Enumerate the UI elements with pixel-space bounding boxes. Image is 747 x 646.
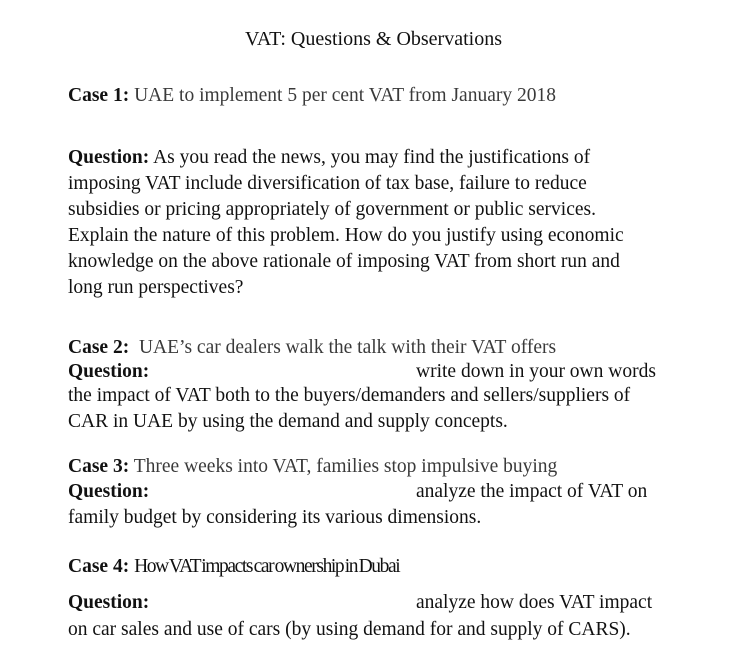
case-2-heading [68, 335, 556, 361]
case-4-label: Case 4: [68, 556, 130, 577]
case-3-headline: Three weeks into VAT, families stop impulsive buying [133, 456, 558, 477]
case-2-headline: UAE’s car dealers walk the talk with their VAT offers [138, 337, 557, 358]
case-3-question [68, 505, 708, 531]
case-3-heading [68, 454, 557, 480]
case-2-question-first: write down in your own words [416, 361, 656, 382]
case-3-label: Case 3: [68, 456, 130, 477]
case-4-heading [68, 554, 399, 580]
case-2-question-line-2: CAR in UAE by using the demand and supply concepts. [68, 411, 508, 432]
case-3-question-label: Question: [68, 481, 150, 502]
case-4-headline: How VAT impacts car ownership in Dubai [134, 556, 400, 577]
case-1-question-line-3: subsidies or pricing appropriately of government or public services. [68, 199, 596, 220]
case-1-question-line-6: long run perspectives? [68, 277, 244, 298]
case-1-question-line-4: Explain the nature of this problem. How do you justify using economic [68, 225, 624, 246]
case-4-question-label: Question: [68, 592, 150, 613]
case-4-question-line-1: on car sales and use of cars (by using demand for and supply of CARS). [68, 619, 631, 640]
case-1-question [68, 145, 708, 301]
page-title: VAT: Questions & Observations [245, 28, 502, 50]
case-2-question [68, 383, 708, 435]
case-1-question-line-5: knowledge on the above rationale of imposing VAT from short run and [68, 251, 620, 272]
case-2-label: Case 2: [68, 337, 130, 358]
case-1-label: Case 1: [68, 85, 130, 106]
case-4-question [68, 617, 708, 643]
case-2-question-line-1: the impact of VAT both to the buyers/demanders and sellers/suppliers of [68, 385, 631, 406]
case-3-question-first: analyze the impact of VAT on [416, 481, 648, 502]
case-3-question-line-1: family budget by considering its various dimensions. [68, 507, 482, 528]
case-1-heading [68, 83, 556, 109]
case-1-question-line-1: Question: As you read the news, you may find the justifications of [68, 147, 591, 168]
case-2-question-label: Question: [68, 361, 150, 382]
case-1-question-label: Question: [68, 147, 150, 168]
case-4-question-first: analyze how does VAT impact [416, 592, 653, 613]
case-1-headline: UAE to implement 5 per cent VAT from January 2018 [134, 85, 556, 106]
case-1-question-line-2: imposing VAT include diversification of tax base, failure to reduce [68, 173, 587, 194]
